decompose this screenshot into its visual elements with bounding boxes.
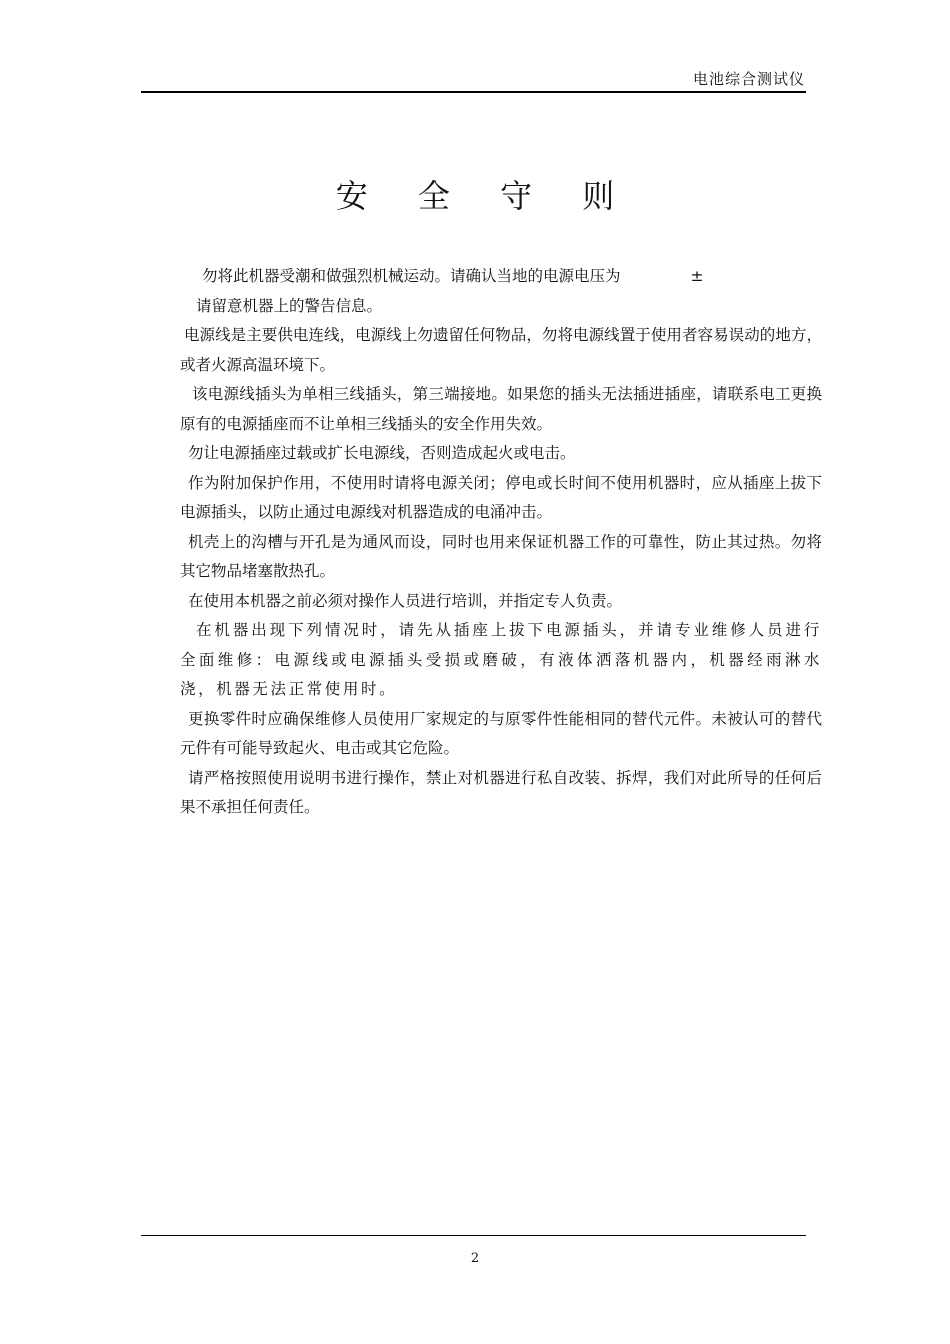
safety-rule-1-text: 勿将此机器受潮和做强烈机械运动。请确认当地的电源电压为 [202, 267, 621, 285]
safety-rule-11: 请严格按照使用说明书进行操作，禁止对机器进行私自改装、拆焊，我们对此所导的任何后果不承担任何责任。 [180, 768, 822, 816]
safety-rule-8: 在使用本机器之前必须对操作人员进行培训，并指定专人负责。 [188, 591, 623, 610]
plus-minus-symbol: ± [690, 267, 704, 285]
safety-rules-body [180, 262, 822, 823]
safety-rule-7: 机壳上的沟槽与开孔是为通风而设，同时也用来保证机器工作的可靠性，防止其过热。勿将其它物品堵塞散热孔。 [180, 532, 822, 580]
safety-rule-5: 勿让电源插座过载或扩长电源线，否则造成起火或电击。 [188, 444, 576, 462]
safety-rule-2: 请留意机器上的警告信息。 [196, 296, 383, 315]
page-number: 2 [470, 1251, 480, 1266]
header-divider [141, 91, 806, 93]
safety-rule-3: 电源线是主要供电连线，电源线上勿遗留任何物品，勿将电源线置于使用者容易误动的地方，或者火源高温环境下。 [180, 326, 822, 374]
safety-rule-6: 作为附加保护作用，不使用时请将电源关闭；停电或长时间不使用机器时，应从插座上拔下电源插头，以防止通过电源线对机器造成的电涌冲击。 [180, 473, 822, 521]
safety-rule-1 [180, 262, 822, 292]
safety-rule-10: 更换零件时应确保维修人员使用厂家规定的与原零件性能相同的替代元件。未被认可的替代元件有可能导致起火、电击或其它危险。 [180, 709, 822, 757]
footer-divider [141, 1235, 806, 1236]
header-title: 电池综合测试仪 [692, 70, 805, 88]
page-title: 安 全 守 则 [335, 177, 635, 215]
safety-rule-9: 在机器出现下列情况时，请先从插座上拔下电源插头，并请专业维修人员进行全面维修：电源线或电源插头受损或磨破，有液体洒落机器内，机器经雨淋水浇，机器无法正常使用时。 [180, 621, 822, 698]
safety-rule-4: 该电源线插头为单相三线插头，第三端接地。如果您的插头无法插进插座，请联系电工更换原有的电源插座而不让单相三线插头的安全作用失效。 [180, 385, 822, 433]
